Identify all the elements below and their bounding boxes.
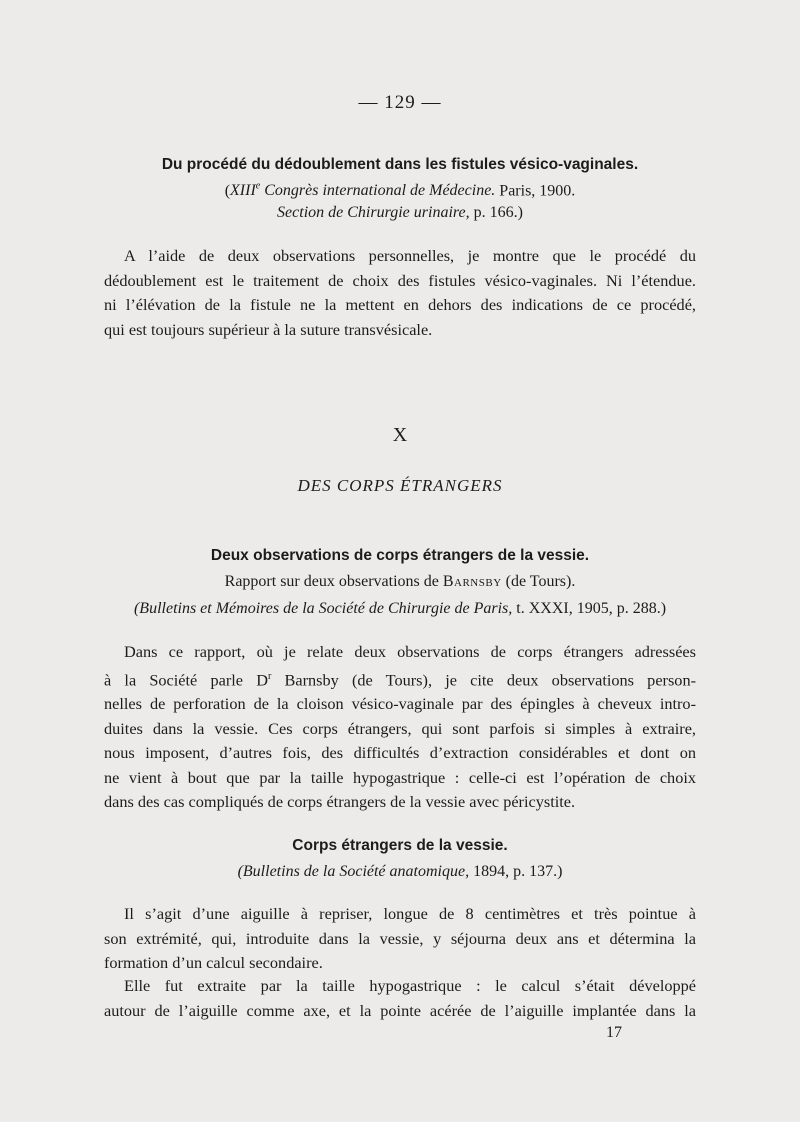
- section3-reference: (Bulletins de la Société anatomique, 1894, p. 137.): [237, 863, 563, 880]
- text-line: ne vient à bout que par la taille hypogastrique : celle-ci est l’opération de choix: [104, 767, 696, 787]
- section2-reference: (Bulletins et Mémoires de la Société de Chirurgie de Paris, t. XXXI, 1905, p. 288.): [133, 600, 667, 617]
- section1-paragraph: [104, 244, 696, 342]
- section1-title: Du procédé du dédoublement dans les fistules vésico-vaginales.: [161, 156, 639, 173]
- section3-paragraph1: [104, 902, 696, 976]
- chapter-number: X: [392, 424, 408, 446]
- text-line: dans des cas compliqués de corps étrangers de la vessie avec péricystite.: [104, 792, 576, 812]
- text-line: dédoublement est le traitement de choix des fistules vésico-vaginales. Ni l’étendue.: [104, 270, 696, 290]
- section2-report-line: Rapport sur deux observations de Barnsby (de Tours).: [224, 573, 576, 590]
- text-line: Il s’agit d’une aiguille à repriser, longue de 8 centimètres et très pointue à: [124, 904, 696, 923]
- text-line: formation d’un calcul secondaire.: [104, 953, 323, 972]
- section3-paragraph2: [104, 974, 696, 1023]
- section2-title: Deux observations de corps étrangers de la vessie.: [210, 547, 590, 564]
- text-line: A l’aide de deux observations personnelles, je montre que le procédé du: [124, 246, 696, 265]
- text-line: autour de l’aiguille comme axe, et la pointe acérée de l’aiguille implantée dans la: [104, 1000, 696, 1020]
- text-line: Elle fut extraite par la taille hypogastrique : le calcul s’était développé: [124, 976, 696, 995]
- section3-title: Corps étrangers de la vessie.: [292, 837, 508, 854]
- text-line: qui est toujours supérieur à la suture transvésicale.: [104, 319, 433, 339]
- text-line: nous imposent, d’autres fois, des difficultés d’extraction considérables et dont on: [104, 743, 696, 763]
- chapter-title: DES CORPS ÉTRANGERS: [297, 476, 503, 495]
- text-line: à la Société parle $D^r$ Barnsby (de Tours), je cite deux observations person-: [104, 669, 697, 689]
- text-line: Dans ce rapport, où je relate deux observations de corps étrangers adressées: [124, 642, 696, 661]
- text-line: ni l’élévation de la fistule ne la mettent en dehors des indications de ce procédé,: [104, 295, 696, 314]
- text-line: duites dans la vessie. Ces corps étrangers, qui sont parfois si simples à extraire,: [104, 718, 696, 738]
- section1-reference-line2: Section de Chirurgie urinaire, p. 166.): [277, 204, 523, 221]
- text-line: son extrémité, qui, introduite dans la vessie, y séjourna deux ans et détermina la: [104, 928, 696, 948]
- section2-paragraph: [104, 640, 696, 815]
- section1-reference-line1: (XIIIe Congrès international de Médecine. Paris, 1900.: [224, 181, 576, 200]
- page-number: — 129 —: [358, 92, 442, 113]
- text-line: nelles de perforation de la cloison vésico-vaginale par des épingles à cheveux intro-: [104, 694, 696, 714]
- signature-mark: 17: [606, 1024, 622, 1041]
